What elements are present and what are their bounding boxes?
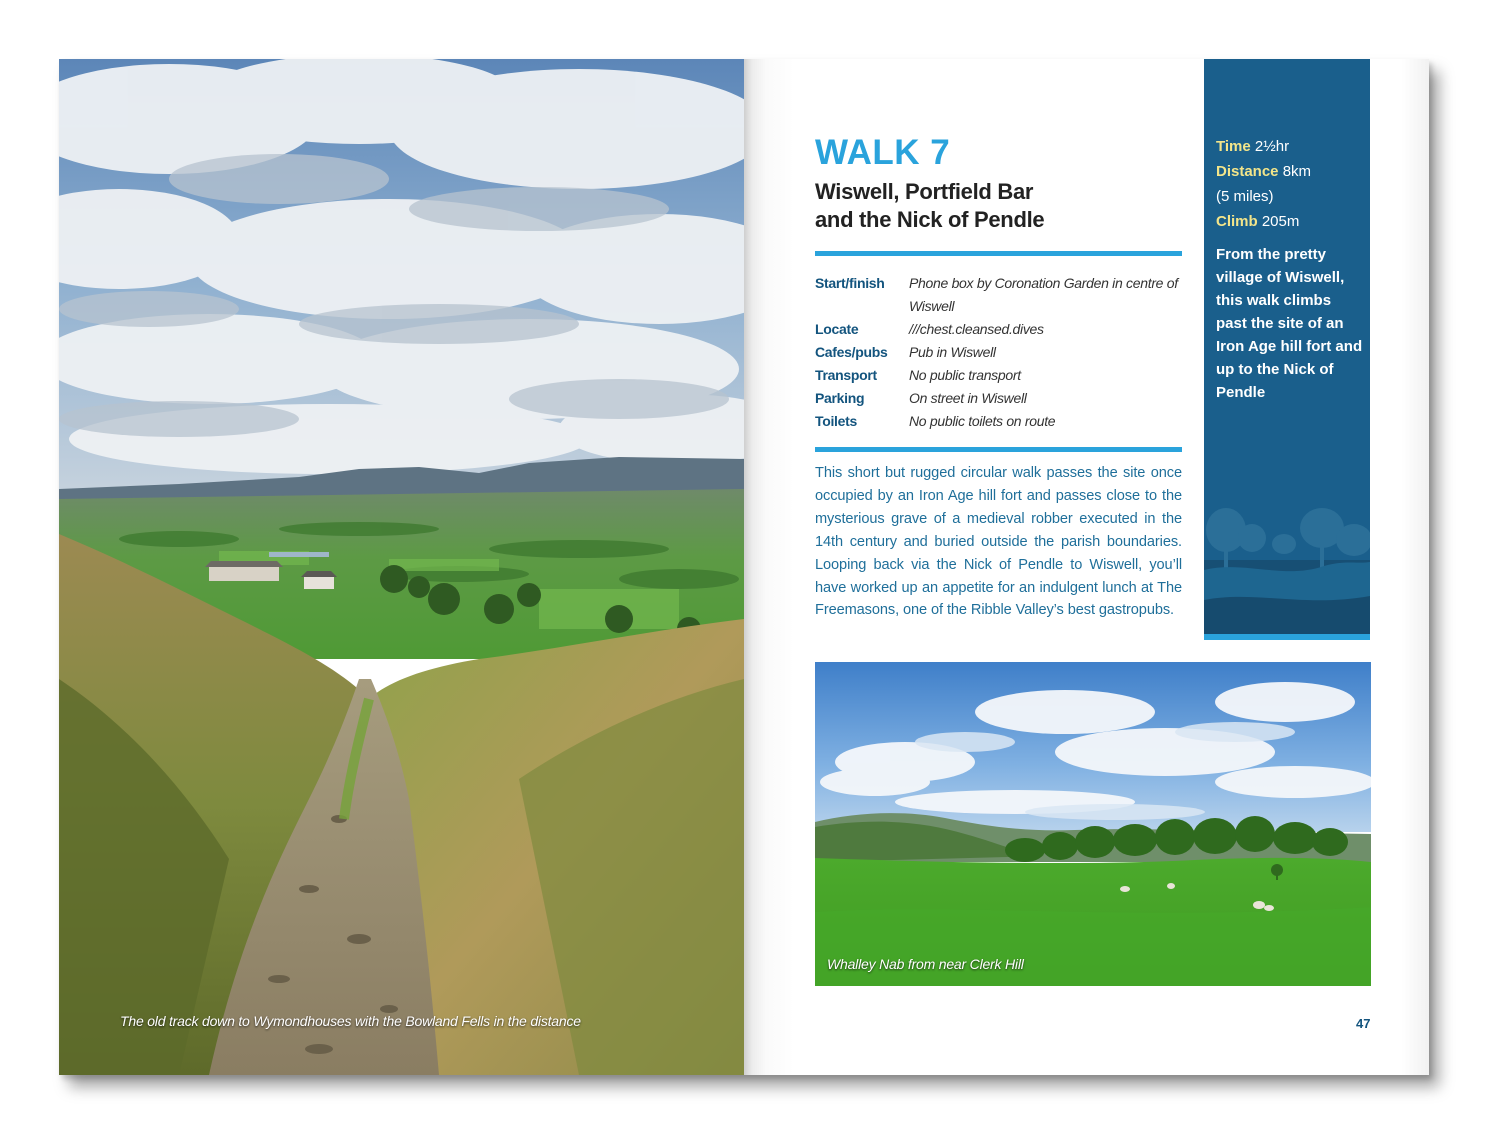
info-label: Start/finish <box>815 275 885 291</box>
walk-summary-sidebar <box>1204 59 1370 640</box>
info-row-transport <box>815 364 1187 387</box>
sidebar-accent-strip <box>1204 634 1370 640</box>
whalley-nab-photo <box>815 662 1371 986</box>
info-value: Phone box by Coronation Garden in centre of Wiswell <box>909 275 1178 314</box>
page-number: 47 <box>1356 1016 1371 1031</box>
info-value: ///chest.cleansed.dives <box>909 321 1044 337</box>
info-value: On street in Wiswell <box>909 390 1027 406</box>
divider-top <box>815 251 1182 256</box>
left-page <box>59 59 744 1075</box>
walk-title-line-2: and the Nick of Pendle <box>815 207 1045 232</box>
right-photo-caption: Whalley Nab from near Clerk Hill <box>827 956 1024 972</box>
walk-summary-text: From the pretty village of Wiswell, this walk climbs past the site of an Iron Age hill fort and up to the Nick of Pendle <box>1216 246 1363 401</box>
info-row-parking <box>815 387 1187 410</box>
tree-silhouette-graphic <box>1204 500 1370 640</box>
stat-climb <box>1216 209 1366 234</box>
stat-distance-miles: (5 miles) <box>1216 188 1274 205</box>
info-row-cafes-pubs <box>815 341 1187 364</box>
info-label: Locate <box>815 321 859 337</box>
walk-number: WALK 7 <box>815 133 951 172</box>
stat-climb-value: 205m <box>1261 213 1300 230</box>
walk-stats <box>1216 134 1366 234</box>
info-value: No public transport <box>909 367 1021 383</box>
walk-info-table <box>815 272 1187 433</box>
info-value: No public toilets on route <box>909 413 1056 429</box>
stat-distance <box>1216 159 1366 184</box>
info-row-locate <box>815 318 1187 341</box>
info-label: Transport <box>815 367 877 383</box>
info-row-start-finish <box>815 272 1187 318</box>
info-label: Toilets <box>815 413 857 429</box>
divider-bottom <box>815 447 1182 452</box>
stat-time-value: 2½hr <box>1254 138 1290 155</box>
stat-climb-label: Climb <box>1216 213 1258 230</box>
stat-time <box>1216 134 1366 159</box>
stat-time-label: Time <box>1216 138 1251 155</box>
left-photo-caption: The old track down to Wymondhouses with the Bowland Fells in the distance <box>120 1013 581 1029</box>
stat-distance-value: 8km <box>1282 163 1312 180</box>
info-label: Parking <box>815 390 865 406</box>
book-spread <box>59 59 1429 1075</box>
info-value: Pub in Wiswell <box>909 344 996 360</box>
walk-title-line-1: Wiswell, Portfield Bar <box>815 179 1034 204</box>
info-row-toilets <box>815 410 1187 433</box>
moorland-track-photo <box>59 59 744 1075</box>
walk-title <box>815 178 1115 234</box>
right-page <box>744 59 1429 1075</box>
stat-distance-label: Distance <box>1216 163 1279 180</box>
info-label: Cafes/pubs <box>815 344 888 360</box>
walk-intro-paragraph: This short but rugged circular walk passes the site once occupied by an Iron Age hill fort and passes close to the mysterious grave of a medieval robber executed in the 14th century and buried outside the parish boundaries. Looping back via the Nick of Pendle to Wiswell, you’ll have worked up an appetite for an indulgent lunch at The Freemasons, one of the Ribble Valley’s best gastropubs. <box>815 465 1182 619</box>
